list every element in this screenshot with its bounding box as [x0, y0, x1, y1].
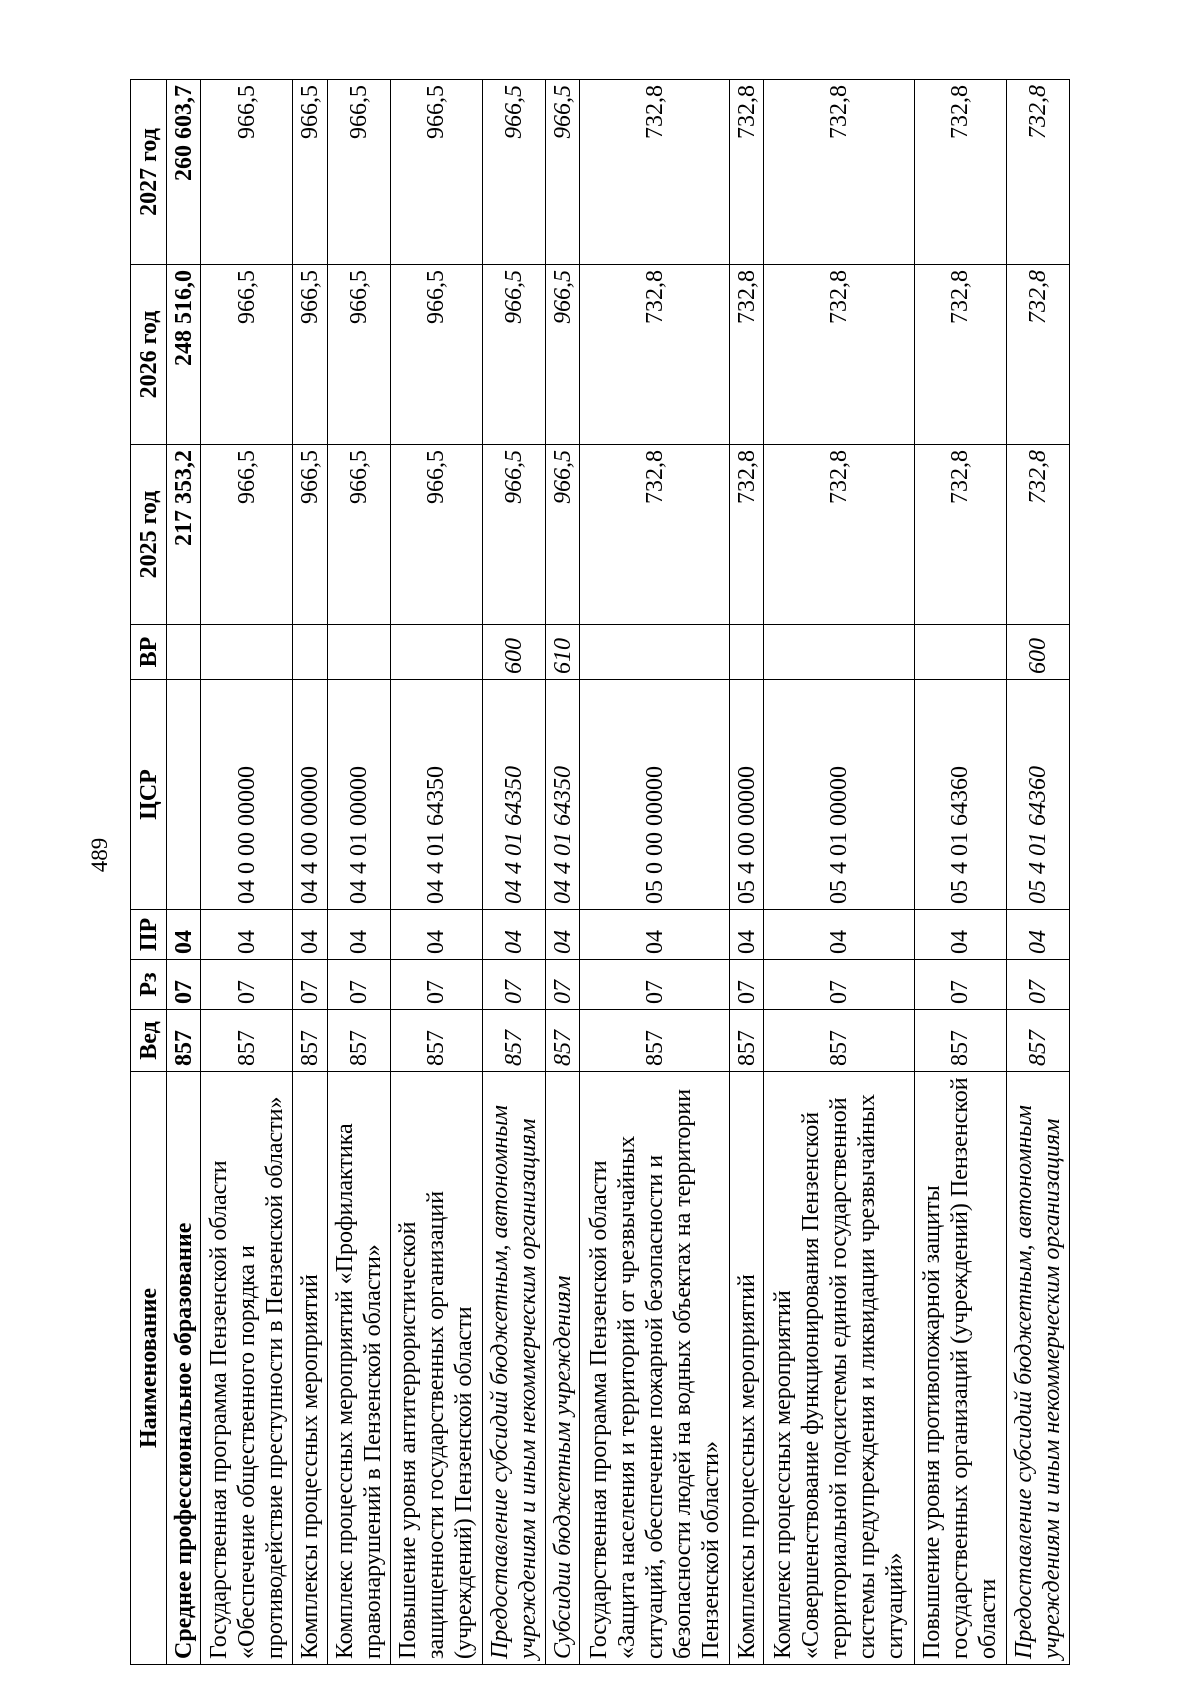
cell-2025: 966,5 — [293, 445, 327, 625]
cell-2027: 260 603,7 — [167, 80, 201, 265]
cell-pr: 04 — [390, 910, 482, 960]
cell-name: Предоставление субсидий бюджетным, автономным учреждениям и иным некоммерческим организациям — [1006, 1072, 1069, 1665]
cell-2026: 732,8 — [764, 265, 914, 445]
cell-2025: 966,5 — [201, 445, 293, 625]
cell-csr: 04 4 01 64350 — [390, 680, 482, 910]
table-row — [1006, 80, 1069, 1665]
cell-ved: 857 — [730, 1010, 764, 1072]
table-row — [580, 80, 730, 1665]
cell-2027: 732,8 — [730, 80, 764, 265]
cell-name: Субсидии бюджетным учреждениям — [545, 1072, 579, 1665]
table-row — [730, 80, 764, 1665]
cell-2026: 732,8 — [914, 265, 1006, 445]
cell-2025: 732,8 — [580, 445, 730, 625]
cell-ved: 857 — [201, 1010, 293, 1072]
cell-name: Государственная программа Пензенской области «Обеспечение общественного порядка и противодействие преступности в Пензенской области» — [201, 1072, 293, 1665]
cell-pr: 04 — [730, 910, 764, 960]
cell-2026: 248 516,0 — [167, 265, 201, 445]
cell-pr: 04 — [293, 910, 327, 960]
table-row — [201, 80, 293, 1665]
header-pr: ПР — [131, 910, 167, 960]
cell-2027: 732,8 — [914, 80, 1006, 265]
cell-rz: 07 — [390, 960, 482, 1010]
cell-name: Среднее профессиональное образование — [167, 1072, 201, 1665]
cell-name: Комплекс процессных мероприятий «Совершенствование функционирования Пензенской территориальной подсистемы единой государственной системы предупреждения и ликвидации чрезвычайных ситуаций» — [764, 1072, 914, 1665]
cell-ved: 857 — [327, 1010, 390, 1072]
cell-name: Повышение уровня противопожарной защиты государственных организаций (учреждений) Пензенской области — [914, 1072, 1006, 1665]
cell-2026: 966,5 — [390, 265, 482, 445]
header-csr: ЦСР — [131, 680, 167, 910]
header-name: Наименование — [131, 1072, 167, 1665]
cell-pr: 04 — [764, 910, 914, 960]
cell-ved: 857 — [482, 1010, 545, 1072]
cell-rz: 07 — [580, 960, 730, 1010]
cell-vr: 600 — [482, 625, 545, 680]
cell-vr — [293, 625, 327, 680]
cell-rz: 07 — [167, 960, 201, 1010]
cell-2026: 966,5 — [293, 265, 327, 445]
cell-csr: 04 4 01 64350 — [482, 680, 545, 910]
cell-ved: 857 — [914, 1010, 1006, 1072]
cell-2025: 966,5 — [327, 445, 390, 625]
cell-2027: 732,8 — [1006, 80, 1069, 265]
cell-pr: 04 — [201, 910, 293, 960]
cell-2027: 732,8 — [580, 80, 730, 265]
cell-csr: 05 4 01 64360 — [914, 680, 1006, 910]
budget-table — [130, 79, 1070, 1665]
cell-rz: 07 — [201, 960, 293, 1010]
table-row — [390, 80, 482, 1665]
cell-2025: 966,5 — [390, 445, 482, 625]
cell-rz: 07 — [1006, 960, 1069, 1010]
cell-name: Государственная программа Пензенской области «Защита населения и территорий от чрезвычайных ситуаций, обеспечение пожарной безопасности и безопасности людей на водных объектах на территории Пензенской области» — [580, 1072, 730, 1665]
cell-2026: 732,8 — [730, 265, 764, 445]
cell-vr — [580, 625, 730, 680]
cell-vr — [167, 625, 201, 680]
cell-2027: 966,5 — [390, 80, 482, 265]
table-row — [167, 80, 201, 1665]
cell-2027: 732,8 — [764, 80, 914, 265]
cell-2027: 966,5 — [545, 80, 579, 265]
cell-2025: 732,8 — [764, 445, 914, 625]
cell-csr: 04 4 01 64350 — [545, 680, 579, 910]
cell-rz: 07 — [914, 960, 1006, 1010]
cell-csr: 04 4 01 00000 — [327, 680, 390, 910]
cell-name: Комплексы процессных мероприятий — [293, 1072, 327, 1665]
cell-csr: 05 4 01 00000 — [764, 680, 914, 910]
cell-2025: 217 353,2 — [167, 445, 201, 625]
table-row — [545, 80, 579, 1665]
table-row — [914, 80, 1006, 1665]
cell-pr: 04 — [580, 910, 730, 960]
cell-csr: 05 4 01 64360 — [1006, 680, 1069, 910]
cell-2026: 966,5 — [327, 265, 390, 445]
cell-pr: 04 — [327, 910, 390, 960]
cell-csr: 04 0 00 00000 — [201, 680, 293, 910]
cell-csr: 05 4 00 00000 — [730, 680, 764, 910]
cell-name: Комплекс процессных мероприятий «Профилактика правонарушений в Пензенской области» — [327, 1072, 390, 1665]
cell-vr — [764, 625, 914, 680]
cell-vr: 600 — [1006, 625, 1069, 680]
cell-name: Комплексы процессных мероприятий — [730, 1072, 764, 1665]
cell-2027: 966,5 — [201, 80, 293, 265]
cell-2027: 966,5 — [482, 80, 545, 265]
header-2026: 2026 год — [131, 265, 167, 445]
cell-ved: 857 — [580, 1010, 730, 1072]
cell-2025: 966,5 — [545, 445, 579, 625]
cell-2026: 966,5 — [201, 265, 293, 445]
cell-ved: 857 — [1006, 1010, 1069, 1072]
cell-rz: 07 — [482, 960, 545, 1010]
cell-rz: 07 — [327, 960, 390, 1010]
cell-csr: 04 4 00 00000 — [293, 680, 327, 910]
header-2025: 2025 год — [131, 445, 167, 625]
cell-2027: 966,5 — [327, 80, 390, 265]
table-row — [293, 80, 327, 1665]
cell-pr: 04 — [545, 910, 579, 960]
page-number: 489 — [87, 837, 112, 873]
cell-vr — [390, 625, 482, 680]
cell-2026: 732,8 — [1006, 265, 1069, 445]
table-row — [327, 80, 390, 1665]
rotated-page-content — [130, 80, 1070, 1665]
cell-2025: 732,8 — [1006, 445, 1069, 625]
cell-2025: 732,8 — [730, 445, 764, 625]
cell-rz: 07 — [545, 960, 579, 1010]
cell-pr: 04 — [1006, 910, 1069, 960]
cell-rz: 07 — [764, 960, 914, 1010]
cell-2026: 732,8 — [580, 265, 730, 445]
cell-ved: 857 — [545, 1010, 579, 1072]
cell-pr: 04 — [482, 910, 545, 960]
header-rz: Рз — [131, 960, 167, 1010]
cell-ved: 857 — [167, 1010, 201, 1072]
cell-ved: 857 — [390, 1010, 482, 1072]
cell-2025: 966,5 — [482, 445, 545, 625]
cell-ved: 857 — [293, 1010, 327, 1072]
cell-vr — [914, 625, 1006, 680]
cell-2026: 966,5 — [545, 265, 579, 445]
cell-csr — [167, 680, 201, 910]
cell-vr — [327, 625, 390, 680]
header-vr: ВР — [131, 625, 167, 680]
cell-name: Повышение уровня антитеррористической защищенности государственных организаций (учреждений) Пензенской области — [390, 1072, 482, 1665]
cell-2027: 966,5 — [293, 80, 327, 265]
cell-rz: 07 — [730, 960, 764, 1010]
cell-vr: 610 — [545, 625, 579, 680]
cell-pr: 04 — [167, 910, 201, 960]
cell-vr — [201, 625, 293, 680]
table-row — [764, 80, 914, 1665]
header-2027: 2027 год — [131, 80, 167, 265]
cell-csr: 05 0 00 00000 — [580, 680, 730, 910]
cell-rz: 07 — [293, 960, 327, 1010]
cell-vr — [730, 625, 764, 680]
cell-ved: 857 — [764, 1010, 914, 1072]
cell-name: Предоставление субсидий бюджетным, автономным учреждениям и иным некоммерческим организациям — [482, 1072, 545, 1665]
cell-2026: 966,5 — [482, 265, 545, 445]
cell-2025: 732,8 — [914, 445, 1006, 625]
table-row — [482, 80, 545, 1665]
cell-pr: 04 — [914, 910, 1006, 960]
table-header-row — [131, 80, 167, 1665]
header-ved: Вед — [131, 1010, 167, 1072]
